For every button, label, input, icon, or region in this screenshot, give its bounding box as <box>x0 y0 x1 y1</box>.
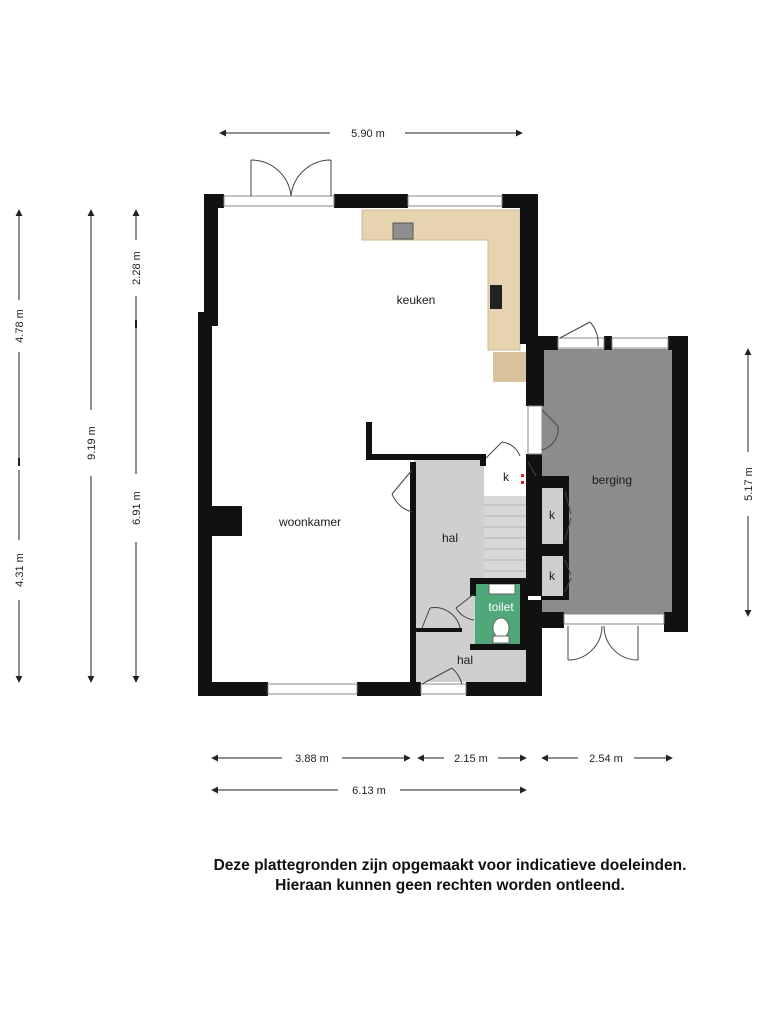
sink-icon <box>393 223 413 239</box>
washbasin-icon <box>489 584 515 594</box>
meter-marks <box>521 474 524 484</box>
window-bottom-hal <box>421 684 466 694</box>
room-label-hal: hal <box>441 531 459 545</box>
room-label-keuken: keuken <box>396 293 436 307</box>
window-top-right <box>408 196 502 206</box>
toilet-bowl-icon <box>493 618 509 638</box>
door-stair <box>486 442 520 458</box>
window-berging-bottom <box>564 614 664 624</box>
room-label-kast-1: k <box>503 470 509 484</box>
dim-top-width: 5.90 m <box>351 128 385 140</box>
dim-left-outer: 4.78 m <box>14 309 26 343</box>
dim-bottom-berging: 2.54 m <box>589 753 623 765</box>
window-berging-top <box>558 338 604 348</box>
fireplace-icon <box>212 506 242 536</box>
dim-right-berging: 5.17 m <box>743 467 755 501</box>
dim-bottom-total: 6.13 m <box>352 785 386 797</box>
room-label-berging: berging <box>591 473 633 487</box>
window-bottom-woonkamer <box>268 684 357 694</box>
door-top-french <box>251 160 331 196</box>
window-top-left <box>224 196 334 206</box>
window-kitchen-side <box>528 406 542 454</box>
room-label-kast-3: k <box>549 569 555 583</box>
dim-left-outer-lower: 4.31 m <box>14 553 26 587</box>
disclaimer <box>150 856 750 896</box>
door-woonkamer-hal <box>392 470 412 512</box>
room-label-toilet: toilet <box>488 600 514 614</box>
room-label-hal-lower: hal <box>456 653 474 667</box>
room-label-woonkamer: woonkamer <box>278 515 342 529</box>
dim-left-inner-lower: 6.91 m <box>131 491 143 525</box>
cooktop-icon <box>490 285 502 309</box>
dim-left-inner-upper: 2.28 m <box>131 251 143 285</box>
door-berging-bottom <box>568 626 638 660</box>
room-label-kast-2: k <box>549 508 555 522</box>
dim-bottom-woonkamer: 3.88 m <box>295 753 329 765</box>
window-berging-top-2 <box>612 338 668 348</box>
kitchen-counter <box>362 210 527 382</box>
dim-left-total: 9.19 m <box>86 426 98 460</box>
dim-bottom-hal: 2.15 m <box>454 753 488 765</box>
disclaimer-line-1: Deze plattegronden zijn opgemaakt voor indicatieve doeleinden. <box>213 857 687 874</box>
disclaimer-line-2: Hieraan kunnen geen rechten worden ontleend. <box>275 877 625 894</box>
